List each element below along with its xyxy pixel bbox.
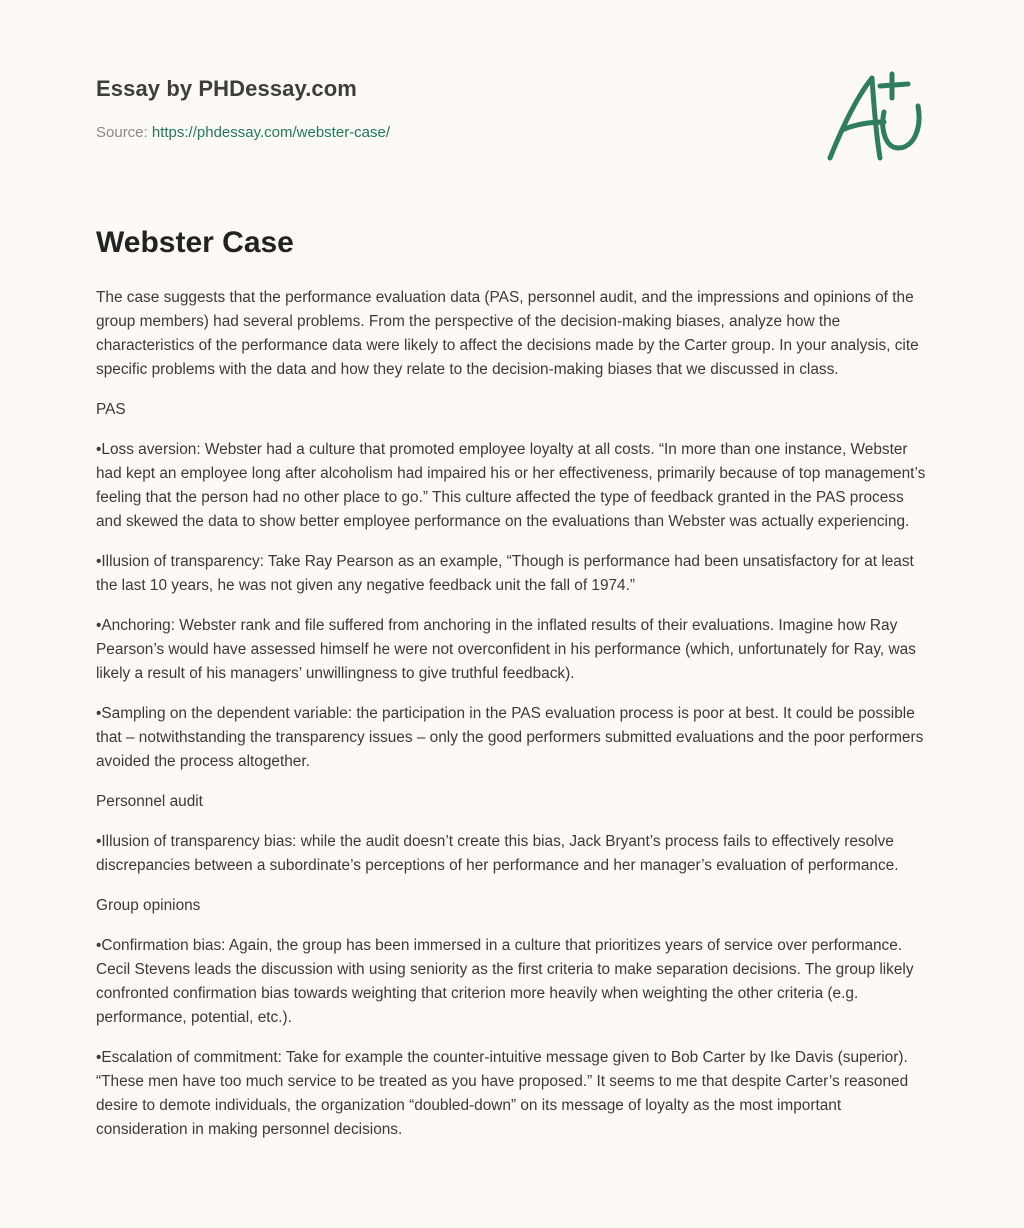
essay-body bbox=[96, 286, 926, 1158]
essay-title: Webster Case bbox=[96, 226, 294, 259]
section-heading-group-opinions: Group opinions bbox=[96, 897, 201, 914]
site-brand: Essay by PHDessay.com bbox=[96, 76, 357, 101]
bullet-transparency-bias: •Illusion of transparency bias: while the audit doesn’t create this bias, Jack Bryant’s process fails to effectively resolve discrepancies between a subordinate’s perceptions of her performance and her manager’s evaluation of performance. bbox=[96, 833, 899, 874]
bullet-anchoring: •Anchoring: Webster rank and file suffered from anchoring in the inflated results of their evaluations. Imagine how Ray Pearson’s would have assessed himself he were not overconfident in his performance (which, unfortunately for Ray, was likely a result of his managers’ unwillingness to give truthful feedback). bbox=[96, 617, 916, 682]
bullet-sampling: •Sampling on the dependent variable: the participation in the PAS evaluation process is poor at best. It could be possible that – notwithstanding the transparency issues – only the good performers submitted evaluations and the poor performers avoided the process altogether. bbox=[96, 705, 924, 770]
source-label: Source: bbox=[96, 124, 152, 141]
section-heading-pas: PAS bbox=[96, 401, 126, 418]
source-link[interactable]: https://phdessay.com/webster-case/ bbox=[151, 124, 391, 141]
bullet-confirmation-bias: •Confirmation bias: Again, the group has been immersed in a culture that prioritizes years of service over performance. Cecil Stevens leads the discussion with using seniority as the first criteria to make separation decisions. The group likely confronted confirmation bias towards weighting that criterion more heavily when weighting the other criteria (e.g. performance, potential, etc.). bbox=[96, 937, 914, 1026]
bullet-illusion-of-transparency: •Illusion of transparency: Take Ray Pearson as an example, “Though is performance had been unsatisfactory for at least the last 10 years, he was not given any negative feedback unit the fall of 1974.” bbox=[96, 553, 914, 594]
bullet-loss-aversion: •Loss aversion: Webster had a culture that promoted employee loyalty at all costs. “In more than one instance, Webster had kept an employee long after alcoholism had impaired his or her effectiveness, primarily because of top management’s feeling that the person had no other place to go.” This culture affected the type of feedback granted in the PAS process and skewed the data to show better employee performance on the evaluations than Webster was actually experiencing. bbox=[96, 441, 926, 530]
essay-paragraph: The case suggests that the performance evaluation data (PAS, personnel audit, and the impressions and opinions of the group members) had several problems. From the perspective of the decision-making biases, analyze how the characteristics of the performance data were likely to affect the decisions made by the Carter group. In your analysis, cite specific problems with the data and how they relate to the decision-making biases that we discussed in class. bbox=[96, 289, 919, 378]
bullet-escalation-of-commitment: •Escalation of commitment: Take for example the counter-intuitive message given to Bob Carter by Ike Davis (superior). “These men have too much service to be treated as you have proposed.” It seems to me that despite Carter’s reasoned desire to demote individuals, the organization “doubled-down” on its message of loyalty as the most important consideration in making personnel decisions. bbox=[96, 1049, 909, 1138]
source-line bbox=[96, 124, 390, 141]
a-plus-grade-icon bbox=[822, 68, 926, 164]
section-heading-personnel-audit: Personnel audit bbox=[96, 793, 203, 810]
